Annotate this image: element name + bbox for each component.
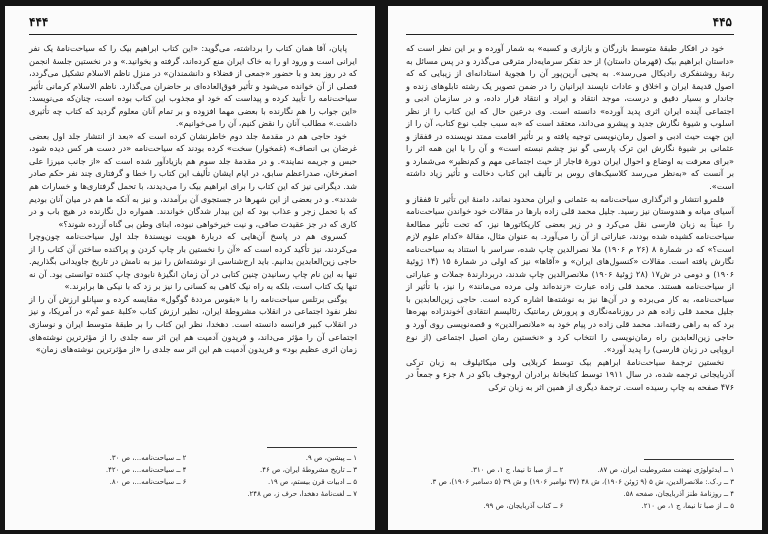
footnote-row [29, 488, 357, 500]
paragraph: نخستین ترجمهٔ سیاحت‌نامهٔ ابراهیم بیک توسط کربلایی ولی میکائیلوف به زبان ترکی آذربایجانی ترجمه شده، در سال ۱۹۱۱ توسط کتابخانهٔ برادران اروجوف باکو در ۸ جزء و جمعاً در ۴۷۶ صفحه به چاپ رسیده است. ترجمهٔ دیگری از همین اثر به زبان ترکی [406, 356, 734, 392]
footnotes [406, 464, 734, 512]
page-number: ۴۴۵ [712, 15, 732, 29]
page-number: ۴۴۴ [29, 15, 49, 29]
footnote: ۴ ــ روزنامهٔ طنز آذربایجان، صفحه ۵۸. [623, 490, 734, 498]
left-page [5, 6, 375, 530]
paragraph: خود حاجی هم در مقدمهٔ جلد دوم خاطرنشان کرده است که «بعد از انتشار جلد اول بعضی غرضان بی انصاف» (غمخوار) سخت» کرده بودند که سیاحت‌نامه «در دست هر کس دیده شود، حبس و جریمه نمایند». و در مقدمهٔ جلد سوم هم بازیادآور شده است که «از جانب میرزا علی اصغرخان، صدراعظم سابق، در ایام ایشان تألیف این کتاب را خطا و گرفتاری چند نفر حکم صادر شد. دیگرانی نیز که این کتاب را برای ابراهیم بیک را می‌دیدند، با تحمل گرفتاری‌ها و خسارات هم شدند». و در بعضی از این شهرها در جستجوی آن برآمدند، و نیز به آنکه ما هم در میان آنان بودیم که با تحمل زجر و عذاب بود که این بیدار شدگان خواندند. همواره دل نگارنده در هیچ باب و در کاری که در جز عقیدت صافی، و نیت خیرخواهی نبوده، ابنای وطن بی گناه آزرده شوند؟» [29, 130, 357, 229]
paragraph: قلمرو انتشار و اثرگذاری سیاحت‌نامه به عثمانی و ایران محدود نماند، دامنهٔ این تأثیر تا قفقاز و آسیای میانه و هندوستان نیز رسید. جلیل محمد قلی زاده بارها در مقالات خود خواندن سیاحت‌نامه را عیناً به زبان فارسی نقل می‌کرد و در زیر بعضی کاریکاتورها نیز، که تحت تأثیر مطالعهٔ سیاحت‌نامه کشیده شده بودند، عباراتی از آن را می‌آورد. به عنوان مثال، مقالهٔ «کدام علوم لازم است؟» که در شمارهٔ ۸ (۲۶ م ۱۹۰۶) ملا نصرالدین چاپ شده، سراسر با استناد به سیاحت‌نامه نگارش یافته است. مقالات «کنسول‌های ایران» و «آقاها» نیز که اولی در شمارهٔ ۱۵ (۱۴ ژوئیهٔ ۱۹۰۶) و دومی در ش۱۷ (۲۸ ژوئیهٔ ۱۹۰۶) ملانصرالدین چاپ شدند، دربردارندهٔ جملات و عباراتی از سیاحت‌نامه هستند. محمد قلی زاده عبارت «زنده‌اند ولی مرده می‌مانند» را نیز، با تأثیر از سیاحت‌نامه، به کار می‌برده و در آن‌ها نیز به نوشته‌ها اشاره کرده است. حاجی زین‌العابدین با جلیل محمد قلی زاده هم در روزنامه‌نگاری و پرورش رمانتیک رئالیسم انتقادی آخوندزاده بهره‌ها برد که به راهی رفته‌اند. محمد قلی زاده در پیام خود به «ملانصرالدین» و قصه‌نویسی روی آورد و حاجی زین‌العابدین راه رمان‌نویسی را انتخاب کرد و «نخستین رمان اصیل اجتماعی (از نوع اروپایی در زبان فارسی) را پدید آورد». [406, 193, 735, 355]
footnote: ۴ ــ سیاحت‌نامه...، ص ۴۲۰. [105, 466, 187, 474]
footnote: ۷ ــ لغت‌نامهٔ دهخدا، حرف ز، ص ۲۴۸. [247, 490, 357, 498]
footnote-rule [267, 447, 357, 448]
footnote-row [406, 500, 734, 512]
footnote: ۲ ــ از صبا تا نیما، ج ۱، ص ۳۱۰. [470, 466, 564, 474]
body-text [406, 42, 734, 393]
footnote-row [29, 452, 357, 464]
right-page [388, 6, 762, 530]
footnote [29, 488, 186, 500]
paragraph: پایان، آقا همان کتاب را برداشته، می‌گوید: «این کتاب ابراهیم بیک را که سیاحت‌نامهٔ یک نفر ایرانی است و ورود او را به خاک ایران منع کرده‌اند، گرفته و بخوانید.» و در نخستین جلسهٔ انجمن که در روز بعد و با حضور «جمعی از فضلاء و دانشمندان» در منزل ناظم الاسلام تشکیل می‌گردد، فصلی از آن خوانده می‌شود و تأثیر فوق‌العاده‌ای بر حاضران می‌گذارد. ناظم الاسلام کرمانی تأثیر سیاحت‌نامه را تأیید کرده و پیداست که خود او مجذوب این کتاب بوده است، چنان‌که می‌نویسد: «این جواب را هم نگارنده با بعضی مهما افزوده و بر تمام آنان معلوم گردید که کتاب چه تأثیری داشت.» مطالب آنان را نقض کنیم، آن را می‌خوانیم». [29, 43, 357, 129]
footnote: ۱ ــ پیشین، ص ۹. [305, 454, 357, 462]
footnote: ۵ ــ ادبیات قرن بیستم، ص ۱۹. [268, 478, 357, 486]
paragraph: یوگنی برتلس سیاحت‌نامه را با «بقوس مرددهٔ گوگول» مقایسه کرده و سپانلو ارزش آن را از نظر نفوذ اجتماعی در انقلاب مشروطهٔ ایران، نظیر ارزش کتاب «کلبهٔ عمو تُم» در آمریکا، و نیز در انقلاب کبیر فرانسه دانسته است. دهخدا، نظر این کتاب را بر طبقهٔ متوسط ایران و نوسازی اجتماعی آن را مؤثر می‌داند، و فریدون آدمیت هم این اثر سه جلدی را از مؤثرترین نوشته‌های زمان اثری عظیم بود» و فریدون آدمیت هم این اثر سه جلدی را «از مؤثرترین نوشته‌های زمان» [29, 293, 357, 355]
footnote: ۵ ــ از صبا تا نیما، ج ۱، ص ۲۱۰. [641, 502, 734, 510]
paragraph: خود در افکار طبقهٔ متوسط بازرگان و بازاری و کسبه» به شمار آورده و بر این نظر است که «داستان ابراهیم بیک (قهرمان داستان) از حد تفکر سرمایه‌دار مترقی می‌گذرد و در پس مسائل به رتبهٔ روشنفکری رادیکال می‌رسد». به یحیی آرین‌پور آن را هجویهٔ استادانه‌ای از زیبایی که که اصول قدیمهٔ ایران و اخلاق و عادات ناپسند ایرانیان را در ضمن تصویر یک رشته تابلوهای زنده و جاندار و بسیار دقیق و درست، موجد انتقاد و ایراد و انتقاد قرار داده، و در سازمان ادبی و اجتماعی آینده ایران اثری پدید آورده» دانسته است. وی درعین حال که این کتاب را از نظر اسلوب و شیوهٔ نگارش جدید و پیشرو می‌داند، معتقد است که «به سبب جلب نوع کتاب، آن را از این جهت حیث ادبی و اصول رمان‌نویسی توجیه یافته و بر تأثیر اقامت ممتد نویسنده در قفقاز و عثمانی بر شیوهٔ نگارش این ترک پارسی گو نیز چشم نبسته است» و آن را با این همه اثر را «برای معرفت به اوضاع و احوال ایران دورهٔ قاجار از حیث اجتماعی مهم و کم‌نظیر» می‌شمارد و بر آنست که «به‌نظر می‌رسد کلاسیک‌های روس بر تألیف این کتاب دخالت و تأثیر زیاد داشته است». [406, 43, 734, 192]
footnote: ۶ ــ کتاب آذربایجان، ص ۹۹. [483, 502, 564, 510]
footnote: ۶ ــ سیاحت‌نامه...، ص ۸۰. [109, 478, 187, 486]
header-rule [29, 34, 357, 35]
footnote-row [29, 476, 357, 488]
paragraph: کسروی هم در پاسخ آن‌هایی که دربارهٔ هویت نویسندهٔ جلد اول سیاحت‌نامه چون‌وچرا می‌کردند، نیز تأکید کرده است که «آن را نخستین بار چاپ کردن و پراکنده ساختن آن کتاب را از حاجی زین‌العابدین بدانیم. باید ارج‌شناسی از نوشته‌اش را نیز به نامش در تاریخ جاویدانی بگذاریم. تنها به این نام چاپ رسانیدن چنین کتابی در آن زمان انگیزهٔ نابودی چاپ کننده توانستی بود. آن نه تنها یک کتاب است، بلکه به راه نیک کاهی به کسانی را نیز بر زد که با نیکی ها برابرند.» [29, 231, 357, 292]
footnote-rule [644, 459, 734, 460]
footnote-row [29, 464, 357, 476]
footnotes [29, 452, 357, 500]
footnote: ۱ ــ ایدئولوژی نهضت مشروطیت ایران، ص ۸۷. [597, 466, 734, 474]
footnote: ۳ ــ ر.ک.: ملانصرالدین، ش ۵ (۹ ژوئن ۱۹۰۶)، ش ۴۸ (۳۷ نوامبر ۱۹۰۶) و ش ۳۹ (۵ دسامبر ۱۹۰۶)، ص ۳. [430, 478, 734, 486]
footnote: ۳ ــ تاریخ مشروطهٔ ایران، ص ۴۶. [259, 466, 357, 474]
body-text [29, 42, 357, 356]
header-rule [406, 34, 734, 35]
footnote: ۲ ــ سیاحت‌نامه...، ص ۳۰. [109, 454, 187, 462]
footnote-row [406, 464, 734, 476]
